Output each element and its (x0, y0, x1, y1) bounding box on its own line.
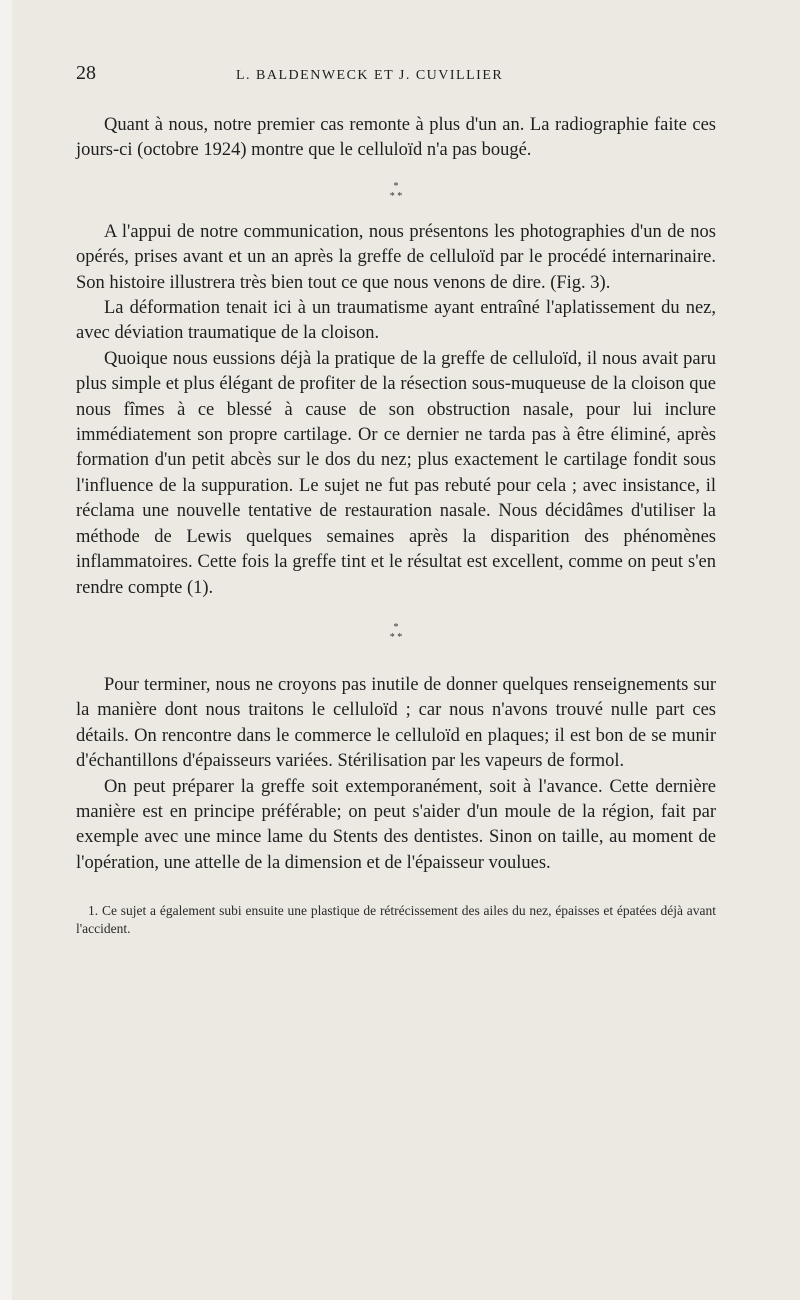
paragraph-6: On peut préparer la greffe soit extemporanément, soit à l'avance. Cette dernière manière est en principe préférable; on peut s'aider d'un moule de la région, fait par exemple avec une mince lame du Stents des dentistes. Sinon on taille, au moment de l'opération, une attelle de la dimension et de l'épaisseur voulues. (76, 776, 716, 873)
paragraph-4: Quoique nous eussions déjà la pratique de la greffe de celluloïd, il nous avait paru plus simple et plus élégant de profiter de la résection sous-muqueuse de la cloison que nous fîmes à ce blessé à cause de son obstruction nasale, pour lui inclure immédiatement son propre cartilage. Or ce dernier ne tarda pas à être éliminé, après formation d'un petit abcès sur le dos du nez; plus exactement le cartilage fondit sous l'influence de la suppuration. Le sujet ne fut pas rebuté pour cela ; avec insistance, il réclama une nouvelle tentative de restauration nasale. Nous décidâmes d'utiliser la méthode de Lewis quelques semaines après la disparition des phénomènes inflammatoires. Cette fois la greffe tint et le résultat est excellent, comme on peut s'en rendre compte (1). (76, 348, 716, 598)
asterism-separator-1 (76, 182, 716, 202)
paragraph-3: La déformation tenait ici à un traumatisme ayant entraîné l'aplatissement du nez, avec déviation traumatique de la cloison. (76, 298, 716, 344)
paragraph-2: A l'appui de notre communication, nous présentons les photographies d'un de nos opérés, prises avant et un an après la greffe de celluloïd par le procédé internarinaire. Son histoire illustrera très bien tout ce que nous venons de dire. (Fig. 3). (76, 221, 716, 293)
footnote: 1. Ce sujet a également subi ensuite une plastique de rétrécissement des ailes du nez, épaisses et épatées déjà avant l'accident. (76, 903, 716, 937)
asterism-bottom: * * (389, 631, 403, 643)
paragraph-1: Quant à nous, notre premier cas remonte à plus d'un an. La radiographie faite ces jours-ci (octobre 1924) montre que le celluloïd n'a pas bougé. (76, 115, 716, 161)
page-header (76, 62, 716, 98)
asterism-separator-2 (76, 623, 716, 643)
asterism-top: * (393, 621, 399, 633)
page-number: 28 (76, 62, 96, 84)
document-page (76, 62, 716, 938)
asterism-bottom: * * (389, 190, 403, 202)
running-head: L. BALDENWECK ET J. CUVILLIER (236, 68, 504, 83)
asterism-top: * (393, 180, 399, 192)
page-edge (0, 0, 12, 1300)
paragraph-5: Pour terminer, nous ne croyons pas inutile de donner quelques renseignements sur la manière dont nous traitons le celluloïd ; car nous n'avons trouvé nulle part ces détails. On rencontre dans le commerce le celluloïd en plaques; il est bon de se munir d'échantillons d'épaisseurs variées. Stérilisation par les vapeurs de formol. (76, 674, 716, 772)
